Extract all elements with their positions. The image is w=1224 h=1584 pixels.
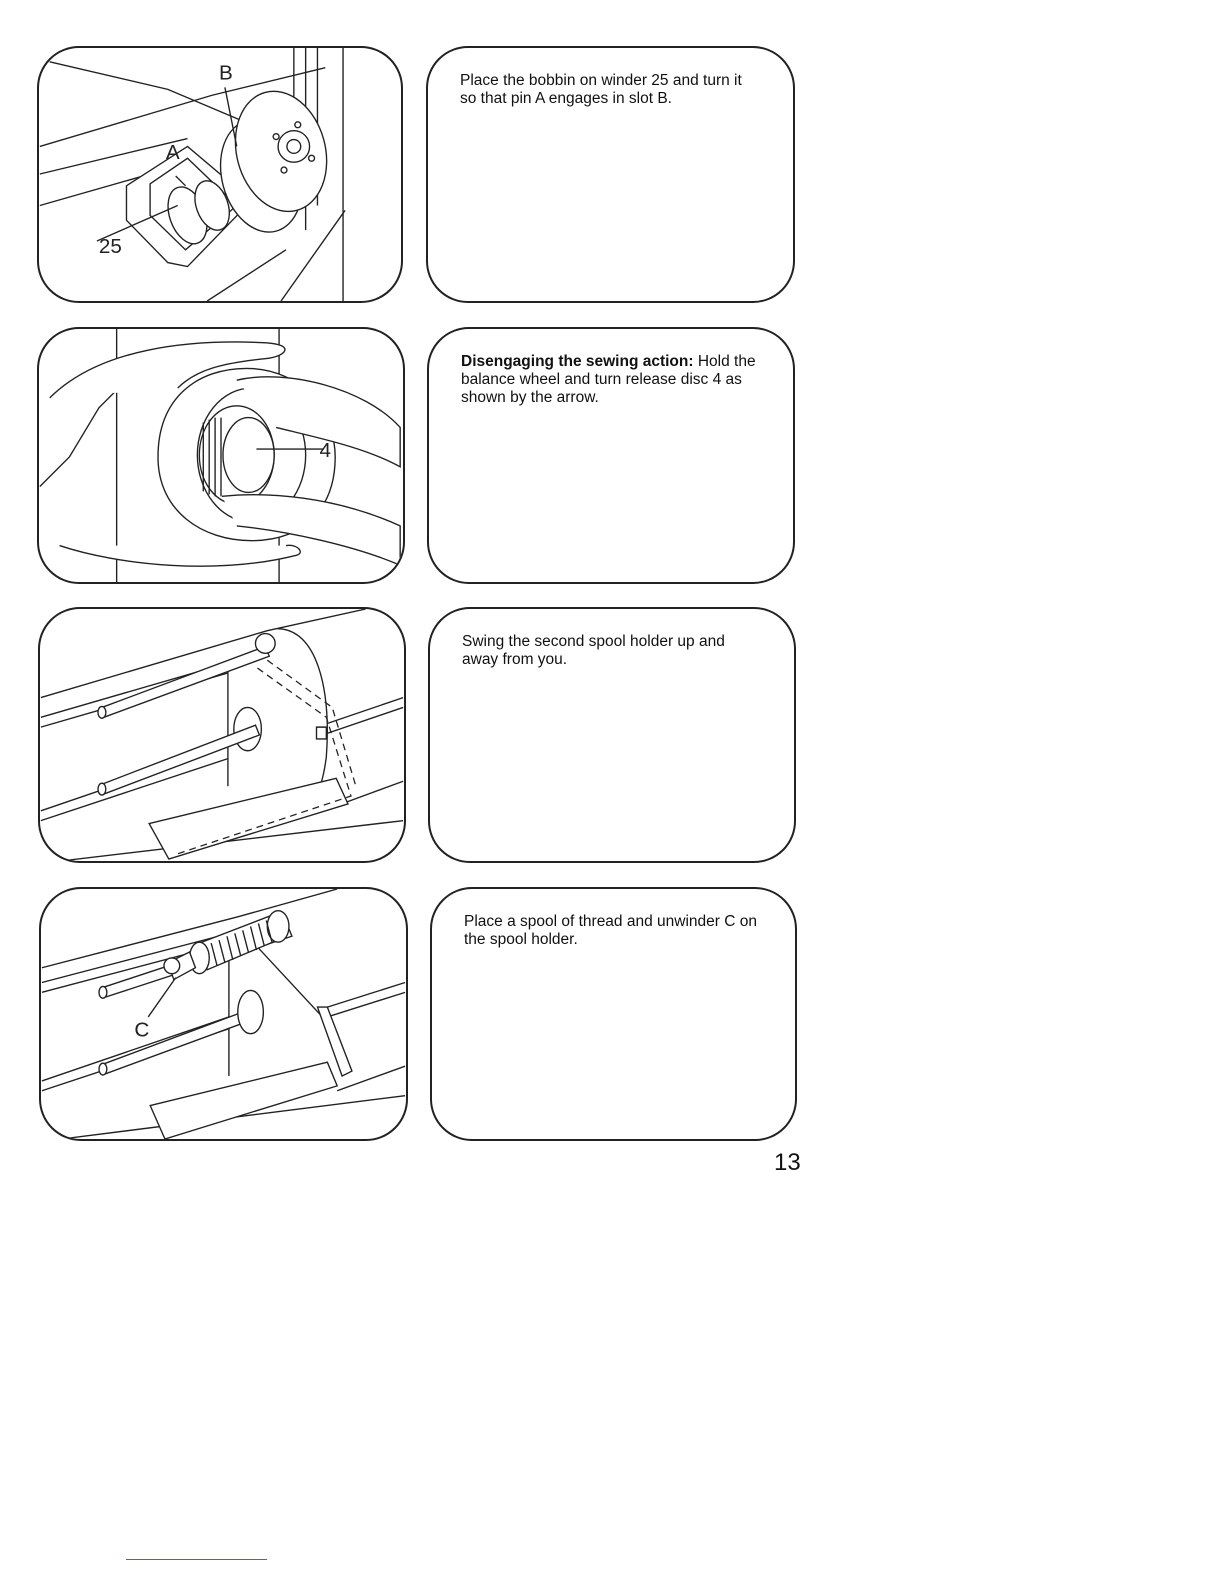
spool-holder-swing-drawing [40, 609, 404, 861]
label-unwinder: C [134, 1018, 150, 1042]
step-1-text-box [426, 46, 795, 303]
label-a: A [165, 141, 180, 165]
step-2-illustration [37, 327, 405, 584]
step-2-text-box [427, 327, 795, 584]
step-4-illustration [39, 887, 408, 1141]
step-2-heading: Disengaging the sewing action: [461, 353, 694, 370]
step-3-caption: Swing the second spool holder up and away from you. [462, 633, 725, 668]
step-1-illustration [37, 46, 403, 303]
step-3-text-box [428, 607, 796, 863]
step-3-illustration [38, 607, 406, 863]
step-4-caption: Place a spool of thread and unwinder C on the spool holder. [464, 913, 757, 948]
footer-rule [126, 1559, 267, 1560]
label-winder: 25 [98, 234, 122, 258]
step-2-caption [461, 353, 757, 407]
step-2-body: Hold the balance wheel and turn release disc 4 as shown by the arrow. [461, 353, 756, 406]
label-disc: 4 [319, 438, 331, 462]
step-1-caption: Place the bobbin on winder 25 and turn it so that pin A engages in slot B. [460, 72, 742, 107]
step-4-text-box [430, 887, 797, 1141]
page-number: 13 [774, 1149, 801, 1176]
spool-unwinder-drawing [41, 889, 406, 1139]
bobbin-winder-drawing [39, 48, 401, 301]
release-disc-drawing [39, 329, 403, 582]
label-b: B [219, 61, 233, 85]
